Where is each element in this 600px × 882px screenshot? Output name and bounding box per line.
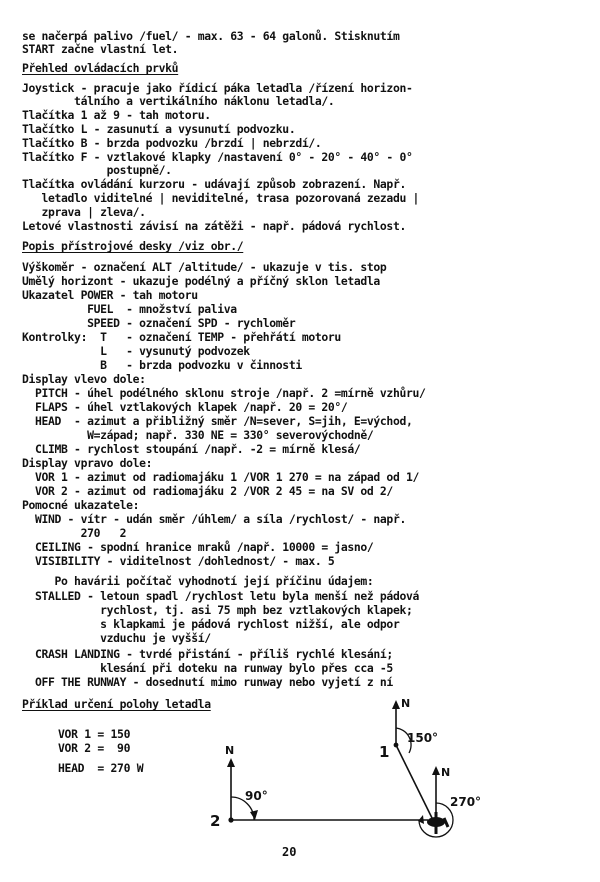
- angle-label-270: 270°: [450, 795, 482, 809]
- text-line: vzduchu je vyšší/: [22, 631, 211, 645]
- text-line: SPEED - označení SPD - rychloměr: [22, 316, 296, 330]
- text-line: START začne vlastní let.: [22, 42, 179, 56]
- text-line: Po havárii počítač vyhodnotí její příčinu údajem:: [22, 574, 374, 588]
- angle-label-150: 150°: [407, 731, 439, 745]
- arrow-head-icon: [392, 700, 400, 709]
- angle-label-90: 90°: [245, 789, 268, 803]
- arrow-head-icon: [432, 766, 440, 775]
- north-label-2: N: [225, 744, 235, 757]
- text-line: Tlačítko F - vztlakové klapky /nastavení 0° - 20° - 40° - 0°: [22, 150, 413, 164]
- example-vor1: VOR 1 = 150: [58, 727, 131, 741]
- page-number: 20: [282, 845, 297, 859]
- text-line: Tlačítko L - zasunutí a vysunutí podvozku.: [22, 122, 296, 136]
- text-line: CRASH LANDING - tvrdé přistání - příliš rychlé klesání;: [22, 647, 393, 661]
- text-line: VOR 1 - azimut od radiomajáku 1 /VOR 1 270 = na západ od 1/: [22, 470, 419, 484]
- example-vor2: VOR 2 = 90: [58, 741, 131, 755]
- north-label-plane: N: [441, 766, 451, 779]
- example-head: HEAD = 270 W: [58, 761, 144, 775]
- text-line: FUEL - množství paliva: [22, 302, 237, 316]
- north-label-1: N: [401, 697, 411, 710]
- text-line: B - brzda podvozku v činnosti: [22, 358, 302, 372]
- text-line: CEILING - spodní hranice mraků /např. 10000 = jasno/: [22, 540, 374, 554]
- text-line: W=západ; např. 330 NE = 330° severovýchodně/: [22, 428, 374, 442]
- arrow-head-icon: [227, 758, 235, 767]
- section-heading-example: Příklad určení polohy letadla: [22, 697, 211, 711]
- text-line: Display vpravo dole:: [22, 456, 153, 470]
- text-line: se načerpá palivo /fuel/ - max. 63 - 64 galonů. Stisknutím: [22, 29, 400, 43]
- beacon-2-marker: [228, 817, 233, 822]
- text-line: FLAPS - úhel vztlakových klapek /např. 20 = 20°/: [22, 400, 348, 414]
- text-line: zprava | zleva/.: [22, 205, 146, 219]
- section-heading-controls: Přehled ovládacích prvků: [22, 61, 179, 75]
- text-line: WIND - vítr - udán směr /úhlem/ a síla /rychlost/ - např.: [22, 512, 406, 526]
- text-line: rychlost, tj. asi 75 mph bez vztlakových klapek;: [22, 603, 413, 617]
- text-line: Letové vlastnosti závisí na zátěži - např. pádová rychlost.: [22, 219, 406, 233]
- text-line: Výškoměr - označení ALT /altitude/ - ukazuje v tis. stop: [22, 260, 387, 274]
- text-line: letadlo viditelné | neviditelné, trasa pozorovaná zezadu |: [22, 191, 419, 205]
- text-line: Ukazatel POWER - tah motoru: [22, 288, 198, 302]
- text-line: postupně/.: [22, 163, 172, 177]
- text-line: VOR 2 - azimut od radiomajáku 2 /VOR 2 45 = na SV od 2/: [22, 484, 393, 498]
- text-line: Kontrolky: T - označení TEMP - přehřátí motoru: [22, 330, 341, 344]
- text-line: Umělý horizont - ukazuje podélný a příčný sklon letadla: [22, 274, 380, 288]
- text-line: Tlačítko B - brzda podvozku /brzdí | nebrzdí/.: [22, 136, 322, 150]
- text-line: VISIBILITY - viditelnost /dohlednost/ - max. 5: [22, 554, 335, 568]
- text-line: s klapkami je pádová rychlost nižší, ale odpor: [22, 617, 400, 631]
- text-line: CLIMB - rychlost stoupání /např. -2 = mírně klesá/: [22, 442, 361, 456]
- text-line: L - vysunutý podvozek: [22, 344, 250, 358]
- beacon-1-label: 1: [379, 743, 390, 761]
- text-line: OFF THE RUNWAY - dosednutí mimo runway nebo vyjetí z ní: [22, 675, 393, 689]
- text-line: PITCH - úhel podélného sklonu stroje /např. 2 =mírně vzhůru/: [22, 386, 426, 400]
- bearing-line-1: [396, 745, 433, 820]
- text-line: HEAD - azimut a přibližný směr /N=sever, S=jih, E=východ,: [22, 414, 413, 428]
- text-line: 270 2: [22, 526, 127, 540]
- text-line: klesání při doteku na runway bylo přes cca -5: [22, 661, 393, 675]
- beacon-2-label: 2: [210, 812, 221, 830]
- text-line: Tlačítka 1 až 9 - tah motoru.: [22, 108, 211, 122]
- text-line: Joystick - pracuje jako řídicí páka letadla /řízení horizon-: [22, 81, 413, 95]
- text-line: Tlačítka ovládání kurzoru - udávají způsob zobrazení. Např.: [22, 177, 406, 191]
- text-line: Pomocné ukazatele:: [22, 498, 140, 512]
- text-line: Display vlevo dole:: [22, 372, 146, 386]
- text-line: STALLED - letoun spadl /rychlost letu byla menší než pádová: [22, 589, 419, 603]
- text-line: tálního a vertikálního náklonu letadla/.: [22, 94, 335, 108]
- section-heading-panel: Popis přístrojové desky /viz obr./: [22, 239, 244, 253]
